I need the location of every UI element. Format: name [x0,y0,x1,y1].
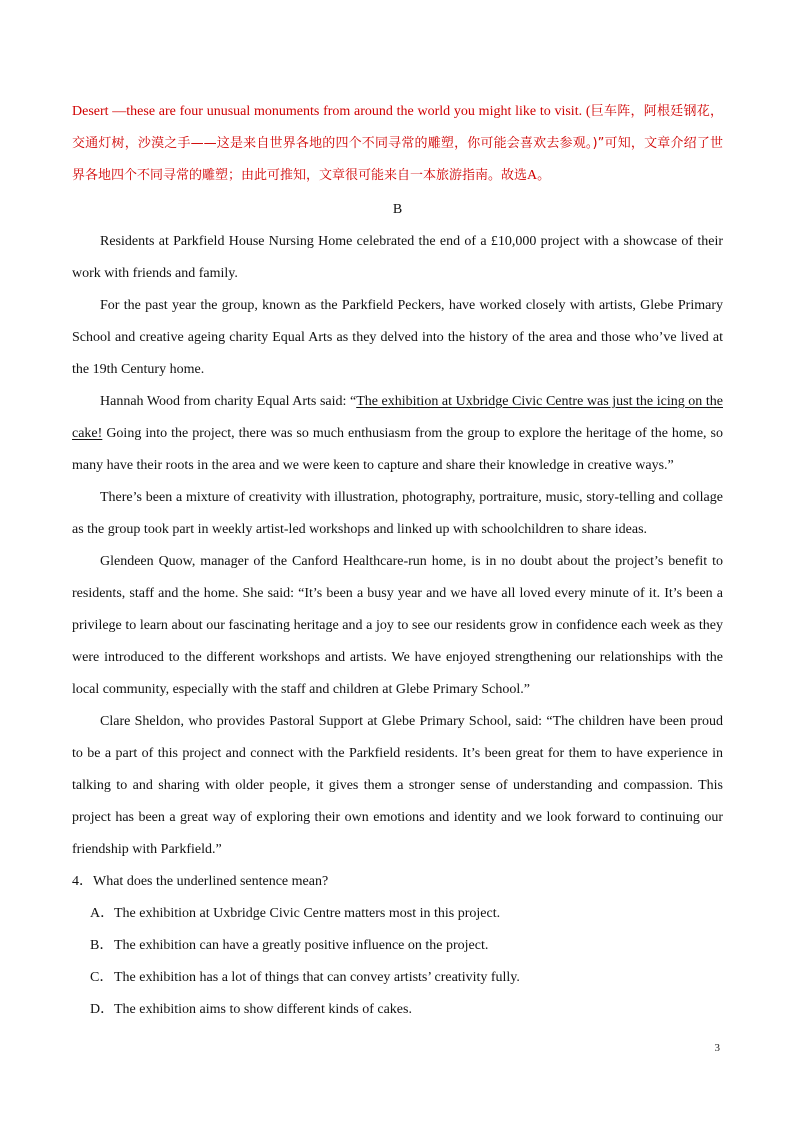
paragraph-3-prefix: Hannah Wood from charity Equal Arts said: “ [100,394,357,409]
option-a [90,898,723,930]
page-number: 3 [714,1042,720,1054]
paragraph-2: For the past year the group, known as the Parkfield Peckers, have worked closely with artists, Glebe Primary School and creative ageing charity Equal Arts as they delved into the history of the area and those who’ve lived at the 19th Century home. [72,298,723,377]
option-c-letter: C． [90,970,114,985]
explanation-chinese: 巨车阵，阿根廷钢花，交通灯树，沙漠之手——这是来自世界各地的四个不同寻常的雕塑，你可能会喜欢去参观。)”可知，文章介绍了世界各地四个不同寻常的雕塑；由此可推知，文章很可能来自一本旅游指南。故选 [72,104,723,183]
explanation-english: Desert —these are four unusual monuments from around the world you might like to visit. ( [72,104,591,119]
option-d-text: The exhibition aims to show different kinds of cakes. [114,1002,412,1017]
option-b-text: The exhibition can have a greatly positive influence on the project. [114,938,489,953]
option-a-letter: A． [90,906,115,921]
document-page [72,96,723,1026]
option-c-text: The exhibition has a lot of things that can convey artists’ creativity fully. [114,970,520,985]
option-d-letter: D． [90,1002,115,1017]
question-4 [72,866,723,898]
underlined-sentence: The exhibition at Uxbridge Civic Centre was just the icing on the cake! [72,394,723,441]
paragraph-1: Residents at Parkfield House Nursing Home celebrated the end of a £10,000 project with a showcase of their work with friends and family. [72,234,723,281]
option-b-letter: B． [90,938,114,953]
paragraph-3 [72,386,723,482]
paragraph-6: Clare Sheldon, who provides Pastoral Support at Glebe Primary School, said: “The children have been proud to be a part of this project and connect with the Parkfield residents. It’s been great for them to have experience in talking to and sharing with older people, it gives them a stronger sense of understanding and compassion. This project has been a great way of exploring their own emotions and identity and we look forward to continuing our friendship with Parkfield.” [72,714,723,857]
paragraph-3-rest: Going into the project, there was so much enthusiasm from the group to explore the heritage of the home, so many have their roots in the area and we were keen to capture and share their knowledge in creative ways.” [72,426,723,473]
option-d [90,994,723,1026]
option-c [90,962,723,994]
question-number: 4． [72,874,93,889]
option-a-text: The exhibition at Uxbridge Civic Centre matters most in this project. [114,906,501,921]
answer-explanation [72,96,723,192]
question-text: What does the underlined sentence mean? [93,874,329,889]
option-b [90,930,723,962]
paragraph-5: Glendeen Quow, manager of the Canford Healthcare-run home, is in no doubt about the project’s benefit to residents, staff and the home. She said: “It’s been a busy year and we have all loved every minute of it. It’s been a privilege to learn about our fascinating heritage and a joy to see our residents grow in confidence each week as they were introduced to the different workshops and artists. We have enjoyed strengthening our relationships with the local community, especially with the staff and children at Glebe Primary School.” [72,554,723,697]
paragraph-4: There’s been a mixture of creativity with illustration, photography, portraiture, music, story-telling and collage as the group took part in weekly artist-led workshops and linked up with schoolchildren to share ideas. [72,490,723,537]
section-heading: B [392,202,403,217]
explanation-end: 。 [537,168,551,183]
explanation-answer: A [527,168,538,183]
